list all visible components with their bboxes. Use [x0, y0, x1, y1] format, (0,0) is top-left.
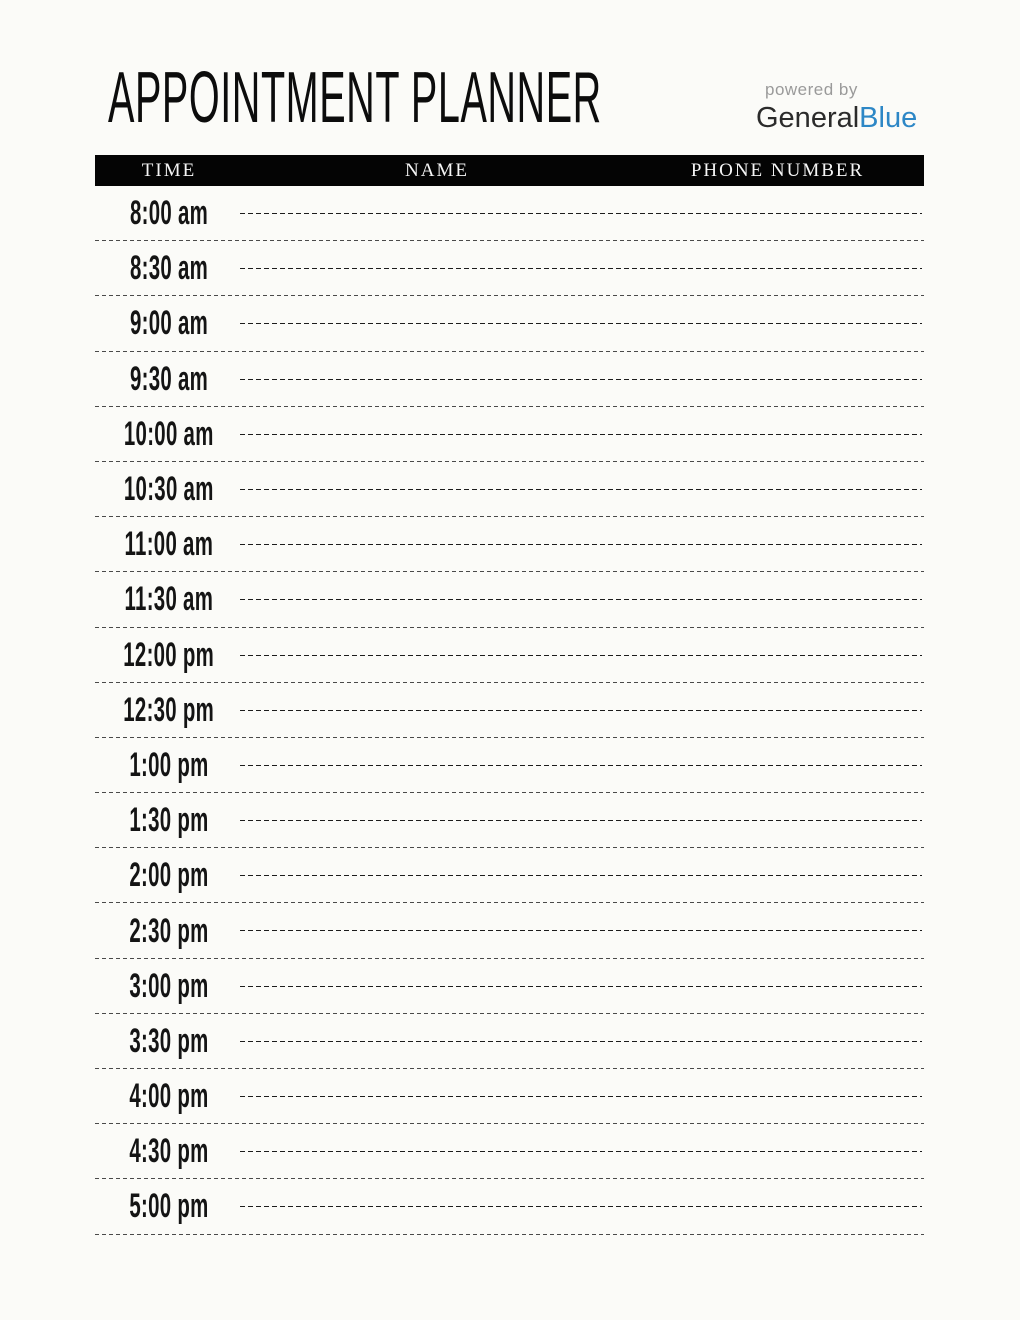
- table-row: [95, 517, 924, 572]
- entry-write-line: [240, 544, 922, 545]
- appointment-table: [95, 155, 924, 1235]
- entry-write-line: [240, 986, 922, 987]
- entry-write-line: [240, 1096, 922, 1097]
- col-header-time: TIME: [141, 159, 197, 181]
- time-label: 10:00 am: [124, 414, 214, 453]
- powered-by-text: powered by: [765, 80, 858, 99]
- time-label: 9:00 am: [129, 304, 209, 343]
- table-row: [95, 186, 924, 241]
- time-label: 2:00 pm: [129, 856, 209, 895]
- entry-write-line: [240, 599, 922, 600]
- time-label: 10:30 am: [124, 470, 214, 509]
- table-row: [95, 1014, 924, 1069]
- table-row: [95, 959, 924, 1014]
- table-row: [95, 628, 924, 683]
- generalblue-logo: [756, 80, 917, 135]
- time-label: 4:30 pm: [129, 1132, 209, 1171]
- table-row: [95, 1069, 924, 1124]
- time-cell: [95, 517, 243, 572]
- col-header-phone: PHONE NUMBER: [690, 159, 865, 181]
- time-cell: [95, 959, 243, 1014]
- entry-write-line: [240, 875, 922, 876]
- time-cell: [95, 738, 243, 793]
- table-row: [95, 462, 924, 517]
- brand-blue-text: Blue: [859, 102, 918, 134]
- time-label: 3:30 pm: [129, 1021, 209, 1060]
- time-cell: [95, 241, 243, 296]
- time-label: 3:00 pm: [129, 966, 209, 1005]
- entry-write-line: [240, 765, 922, 766]
- table-row: [95, 1179, 924, 1234]
- entry-write-line: [240, 323, 922, 324]
- entry-write-line: [240, 710, 922, 711]
- time-cell: [95, 462, 243, 517]
- table-row: [95, 793, 924, 848]
- table-row: [95, 296, 924, 351]
- time-cell: [95, 296, 243, 351]
- table-row: [95, 903, 924, 958]
- time-label: 2:30 pm: [129, 911, 209, 950]
- table-row: [95, 241, 924, 296]
- time-label: 5:00 pm: [129, 1187, 209, 1226]
- time-label: 11:00 am: [124, 525, 214, 564]
- time-cell: [95, 352, 243, 407]
- time-cell: [95, 572, 243, 627]
- entry-write-line: [240, 1041, 922, 1042]
- time-label: 11:30 am: [124, 580, 214, 619]
- time-cell: [95, 903, 243, 958]
- page-title: APPOINTMENT PLANNER: [108, 58, 602, 138]
- table-row: [95, 848, 924, 903]
- time-cell: [95, 407, 243, 462]
- entry-write-line: [240, 268, 922, 269]
- time-cell: [95, 793, 243, 848]
- time-cell: [95, 683, 243, 738]
- brand-wordmark: [756, 102, 917, 135]
- entry-write-line: [240, 213, 922, 214]
- time-label: 8:00 am: [129, 194, 209, 233]
- entry-write-line: [240, 489, 922, 490]
- table-row: [95, 352, 924, 407]
- table-row: [95, 572, 924, 627]
- entry-write-line: [240, 379, 922, 380]
- entry-write-line: [240, 1206, 922, 1207]
- time-cell: [95, 186, 243, 241]
- time-cell: [95, 628, 243, 683]
- table-header-bar: [95, 155, 924, 186]
- time-label: 12:30 pm: [123, 690, 215, 729]
- entry-write-line: [240, 930, 922, 931]
- time-cell: [95, 1014, 243, 1069]
- time-label: 12:00 pm: [123, 635, 215, 674]
- time-cell: [95, 1069, 243, 1124]
- col-header-name: NAME: [405, 159, 469, 181]
- brand-general-text: General: [756, 102, 860, 134]
- time-label: 1:00 pm: [129, 745, 209, 784]
- table-row: [95, 683, 924, 738]
- table-rows: [95, 186, 924, 1235]
- entry-write-line: [240, 820, 922, 821]
- entry-write-line: [240, 655, 922, 656]
- time-label: 9:30 am: [129, 359, 209, 398]
- table-row: [95, 738, 924, 793]
- table-row: [95, 407, 924, 462]
- time-label: 1:30 pm: [129, 801, 209, 840]
- entry-write-line: [240, 1151, 922, 1152]
- time-cell: [95, 848, 243, 903]
- entry-write-line: [240, 434, 922, 435]
- time-label: 4:00 pm: [129, 1077, 209, 1116]
- table-row: [95, 1124, 924, 1179]
- time-cell: [95, 1179, 243, 1234]
- time-cell: [95, 1124, 243, 1179]
- time-label: 8:30 am: [129, 249, 209, 288]
